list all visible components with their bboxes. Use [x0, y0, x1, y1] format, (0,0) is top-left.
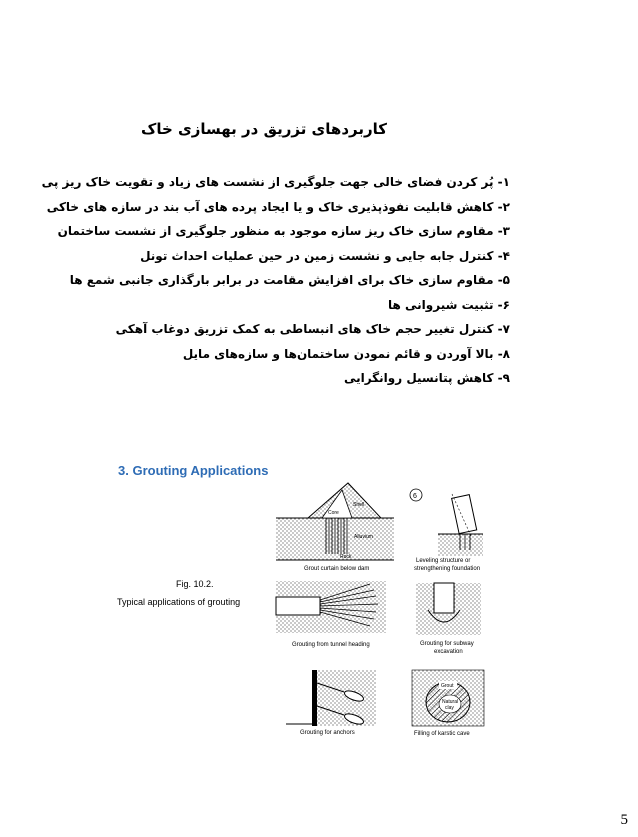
tilted-structure: [452, 495, 477, 534]
natural-clay-label-line1: Natural: [442, 699, 459, 705]
applications-list: [41, 170, 510, 391]
list-item: ۱- پُر کردن فضای خالی جهت جلوگیری از نشست های زیاد و تقویت خاک ریز پی: [41, 175, 510, 189]
list-item: ۴- کنترل جابه جایی و نشست زمین در حین عملیات احداث تونل: [140, 248, 510, 263]
anchors-caption: Grouting for anchors: [300, 730, 355, 736]
anchors-panel: [286, 670, 376, 736]
karst-panel: [412, 670, 484, 737]
core-label: Core: [328, 510, 339, 516]
leveling-caption-line2: strengthening foundation: [414, 566, 481, 572]
tunnel-panel: [276, 581, 386, 648]
leveling-caption-line1: Leveling structure or: [416, 558, 471, 564]
rock-label: Rock: [340, 554, 352, 560]
persian-title: کاربردهای تزریق در بهسازی خاک: [140, 120, 387, 138]
annotation-number: 6: [413, 493, 417, 500]
list-item: ۹- کاهش پتانسیل روانگرایی: [343, 371, 510, 385]
list-item: ۶- تثبیت شیروانی ها: [388, 297, 510, 312]
subway-panel: [416, 583, 481, 655]
tunnel-caption: Grouting from tunnel heading: [292, 642, 370, 648]
grouting-applications-figure: [266, 478, 486, 738]
tunnel: [276, 597, 320, 615]
grout-label: Grout: [441, 683, 454, 689]
subway-caption-line1: Grouting for subway: [420, 641, 474, 647]
excavation: [434, 583, 454, 613]
figure-label: Fig. 10.2.: [176, 579, 214, 589]
list-item: ۵- مقاوم سازی خاک برای افزایش مقامت در برابر بارگذاری جانبی شمع ها: [69, 273, 510, 287]
figure-caption: Typical applications of grouting: [117, 597, 241, 607]
dam-caption: Grout curtain below dam: [304, 566, 370, 572]
dam-panel: [276, 483, 394, 572]
alluvium-label: Alluvium: [354, 534, 373, 540]
list-item: ۳- مقاوم سازی خاک ریز سازه موجود به منظور جلوگیری از نشست ساختمان: [57, 224, 510, 238]
list-item: ۲- کاهش قابلیت نفوذپذیری خاک و یا ایجاد پرده های آب بند در سازه های خاکی: [46, 199, 510, 214]
retaining-wall: [312, 670, 317, 726]
subway-caption-line2: excavation: [434, 649, 463, 655]
list-item: ۷- کنترل تغییر حجم خاک های انبساطی به کمک تزریق دوغاب آهکی: [115, 322, 510, 336]
list-item: ۸- بالا آوردن و قائم نمودن ساختمان‌ها و سازه‌های مایل: [182, 346, 510, 361]
leveling-panel: [410, 489, 483, 572]
karst-caption: Filling of karstic cave: [414, 731, 470, 737]
natural-clay-label-line2: clay: [445, 705, 454, 711]
page-number: 5: [620, 812, 628, 828]
shell-label: Shell: [353, 502, 365, 508]
section-heading: 3. Grouting Applications: [118, 463, 269, 478]
